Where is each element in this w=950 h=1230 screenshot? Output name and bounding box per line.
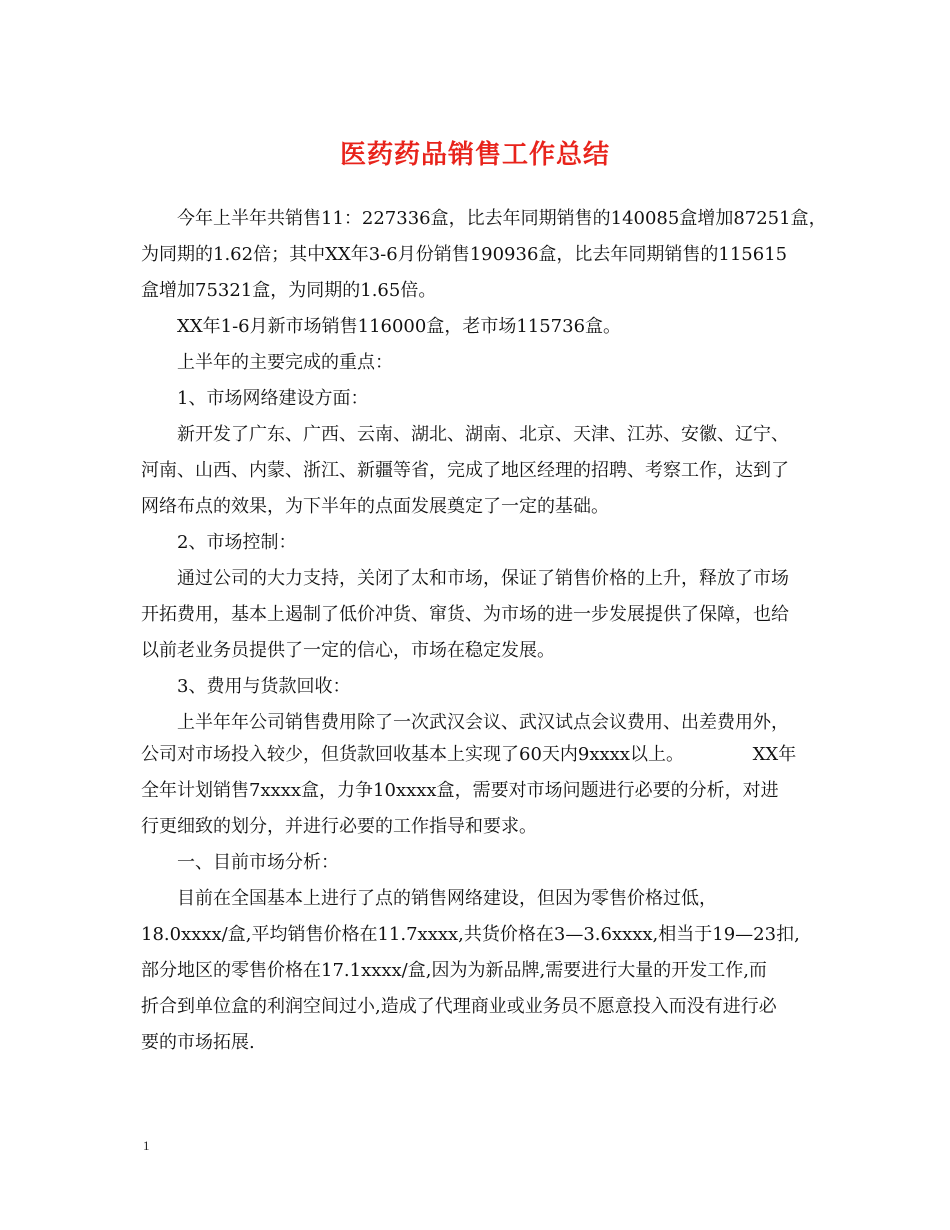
text-line: 上半年的主要完成的重点：: [177, 352, 393, 373]
text-line: 上半年年公司销售费用除了一次武汉会议、武汉试点会议费用、出差费用外，: [177, 712, 789, 733]
text-line: 为同期的1.62倍；其中XX年3-6月份销售190936盒，比去年同期销售的115615: [141, 244, 788, 265]
text-line: 公司对市场投入较少，但货款回收基本上实现了60天内9xxxx以上。 XX年: [141, 744, 797, 765]
text-line: 目前在全国基本上进行了点的销售网络建设，但因为零售价格过低，: [177, 888, 717, 909]
document-title: 医药药品销售工作总结: [339, 140, 610, 170]
text-line: 部分地区的零售价格在17.1xxxx/盒,因为为新品牌,需要进行大量的开发工作,而: [141, 960, 767, 981]
section-heading: 3、费用与货款回收：: [177, 676, 351, 697]
text-line: 18.0xxxx/盒,平均销售价格在11.7xxxx,共货价格在3—3.6xxxx,相当于19—23扣,: [141, 924, 800, 945]
text-line: 新开发了广东、广西、云南、湖北、湖南、北京、天津、江苏、安徽、辽宁、: [177, 424, 789, 445]
text-line: 今年上半年共销售11：227336盒，比去年同期销售的140085盒增加87251盒，: [177, 208, 827, 229]
section-heading: 1、市场网络建设方面：: [177, 388, 369, 409]
section-heading: 2、市场控制：: [177, 532, 297, 553]
text-line: 河南、山西、内蒙、浙江、新疆等省，完成了地区经理的招聘、考察工作，达到了: [141, 460, 789, 481]
text-line: XX年1-6月新市场销售116000盒，老市场115736盒。: [177, 316, 622, 337]
text-line: 全年计划销售7xxxx盒，力争10xxxx盒，需要对市场问题进行必要的分析，对进: [141, 780, 779, 801]
text-line: 折合到单位盒的利润空间过小,造成了代理商业或业务员不愿意投入而没有进行必: [141, 996, 777, 1017]
text-line: 以前老业务员提供了一定的信心，市场在稳定发展。: [141, 640, 555, 661]
text-line: 要的市场拓展.: [141, 1032, 255, 1053]
page-number: 1: [143, 1138, 150, 1153]
text-line: 开拓费用，基本上遏制了低价冲货、窜货、为市场的进一步发展提供了保障，也给: [141, 604, 789, 625]
text-line: 行更细致的划分，并进行必要的工作指导和要求。: [141, 816, 537, 837]
section-heading: 一、目前市场分析：: [177, 852, 339, 873]
text-line: 盒增加75321盒，为同期的1.65倍。: [141, 280, 437, 301]
text-line: 通过公司的大力支持，关闭了太和市场，保证了销售价格的上升，释放了市场: [177, 568, 789, 589]
text-line: 网络布点的效果，为下半年的点面发展奠定了一定的基础。: [141, 496, 609, 517]
